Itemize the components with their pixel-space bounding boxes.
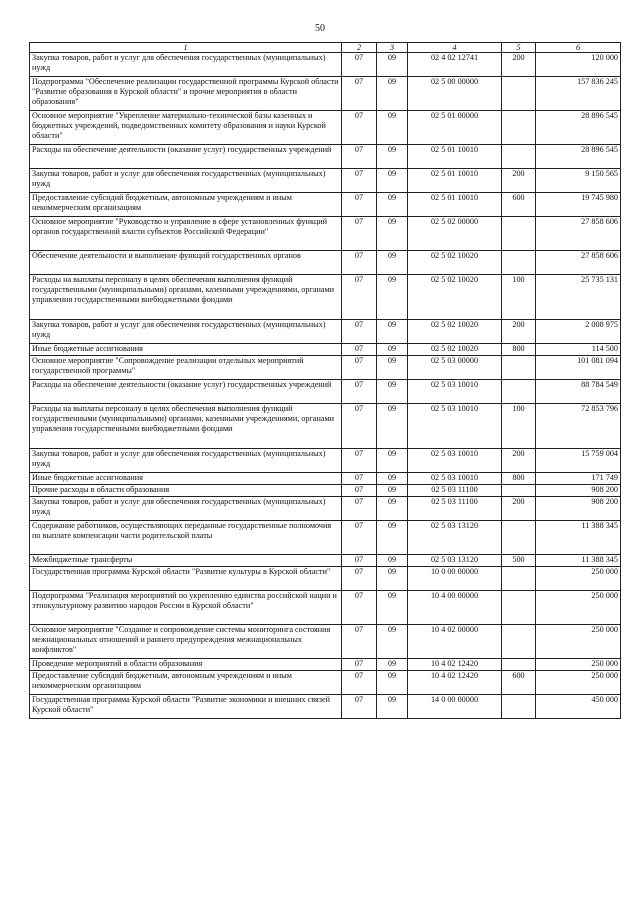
- page-number: 50: [315, 23, 325, 34]
- header-col-5: 5: [502, 43, 536, 53]
- budget-table: [29, 42, 621, 719]
- table-body: [30, 53, 621, 719]
- table-row: [30, 485, 621, 497]
- cell-amount: 88 784 549: [536, 380, 621, 404]
- cell-target-article: 10 4 02 12420: [408, 671, 502, 695]
- table-row: [30, 625, 621, 659]
- cell-name: Государственная программа Курской области "Развитие экономики и внешних связей Курской области": [30, 695, 342, 719]
- cell-target-article: 02 4 02 12741: [408, 53, 502, 77]
- table-row: [30, 695, 621, 719]
- cell-section: 07: [342, 591, 377, 625]
- cell-expense-type: [502, 625, 536, 659]
- cell-amount: 908 200: [536, 485, 621, 497]
- cell-expense-type: [502, 251, 536, 275]
- cell-expense-type: [502, 567, 536, 591]
- cell-amount: 28 896 545: [536, 145, 621, 169]
- cell-section: 07: [342, 659, 377, 671]
- cell-section: 07: [342, 380, 377, 404]
- cell-name: Основное мероприятие "Сопровождение реализации отдельных мероприятий государственной программы": [30, 356, 342, 380]
- cell-subsection: 09: [377, 695, 408, 719]
- cell-amount: 450 000: [536, 695, 621, 719]
- cell-target-article: 02 5 03 10010: [408, 404, 502, 449]
- cell-subsection: 09: [377, 380, 408, 404]
- cell-subsection: 09: [377, 53, 408, 77]
- cell-expense-type: [502, 217, 536, 251]
- cell-target-article: 02 5 03 11100: [408, 485, 502, 497]
- cell-section: 07: [342, 169, 377, 193]
- cell-section: 07: [342, 521, 377, 555]
- cell-name: Расходы на обеспечение деятельности (оказание услуг) государственных учреждений: [30, 380, 342, 404]
- cell-name: Основное мероприятие "Руководство и управление в сфере установленных функций органов государственной власти субъектов Российской Федерации": [30, 217, 342, 251]
- cell-name: Проведение мероприятий в области образования: [30, 659, 342, 671]
- cell-expense-type: [502, 485, 536, 497]
- table-row: [30, 473, 621, 485]
- cell-target-article: 02 5 01 10010: [408, 145, 502, 169]
- cell-target-article: 02 5 00 00000: [408, 77, 502, 111]
- table-row: [30, 521, 621, 555]
- cell-expense-type: [502, 111, 536, 145]
- cell-section: 07: [342, 404, 377, 449]
- cell-section: 07: [342, 275, 377, 320]
- table-row: [30, 53, 621, 77]
- header-col-1: 1: [30, 43, 342, 53]
- cell-amount: 250 000: [536, 625, 621, 659]
- cell-section: 07: [342, 555, 377, 567]
- cell-name: Прочие расходы в области образования: [30, 485, 342, 497]
- cell-subsection: 09: [377, 193, 408, 217]
- cell-name: Основное мероприятие "Укрепление материально-технической базы казенных и бюджетных учреждений, подведомственных комитету образования и науки Курской области": [30, 111, 342, 145]
- cell-name: Подпрограмма "Реализация мероприятий по укреплению единства российской нации и этнокультурному развитию народов России в Курской области": [30, 591, 342, 625]
- cell-subsection: 09: [377, 497, 408, 521]
- cell-name: Расходы на выплаты персоналу в целях обеспечения выполнения функций государственными (муниципальными) органами, казенными учреждениями, органами управления государственными внебюджетными фондами: [30, 404, 342, 449]
- cell-section: 07: [342, 695, 377, 719]
- cell-subsection: 09: [377, 555, 408, 567]
- table-row: [30, 567, 621, 591]
- cell-name: Закупка товаров, работ и услуг для обеспечения государственных (муниципальных) нужд: [30, 449, 342, 473]
- cell-section: 07: [342, 344, 377, 356]
- cell-amount: 250 000: [536, 567, 621, 591]
- cell-expense-type: [502, 145, 536, 169]
- cell-target-article: 02 5 02 10020: [408, 344, 502, 356]
- table-row: [30, 77, 621, 111]
- header-col-3: 3: [377, 43, 408, 53]
- table-row: [30, 111, 621, 145]
- header-col-2: 2: [342, 43, 377, 53]
- cell-target-article: 02 5 03 10010: [408, 473, 502, 485]
- cell-name: Закупка товаров, работ и услуг для обеспечения государственных (муниципальных) нужд: [30, 53, 342, 77]
- cell-name: Закупка товаров, работ и услуг для обеспечения государственных (муниципальных) нужд: [30, 497, 342, 521]
- table-row: [30, 193, 621, 217]
- cell-amount: 27 858 606: [536, 251, 621, 275]
- cell-subsection: 09: [377, 404, 408, 449]
- cell-expense-type: 200: [502, 169, 536, 193]
- cell-expense-type: 200: [502, 320, 536, 344]
- cell-name: Иные бюджетные ассигнования: [30, 473, 342, 485]
- cell-amount: 25 735 131: [536, 275, 621, 320]
- cell-section: 07: [342, 567, 377, 591]
- cell-section: 07: [342, 53, 377, 77]
- cell-target-article: 02 5 03 13120: [408, 555, 502, 567]
- cell-section: 07: [342, 111, 377, 145]
- cell-target-article: 14 0 00 00000: [408, 695, 502, 719]
- cell-subsection: 09: [377, 473, 408, 485]
- table-row: [30, 251, 621, 275]
- table-row: [30, 671, 621, 695]
- cell-section: 07: [342, 671, 377, 695]
- cell-expense-type: [502, 695, 536, 719]
- cell-expense-type: 200: [502, 53, 536, 77]
- cell-section: 07: [342, 77, 377, 111]
- cell-section: 07: [342, 320, 377, 344]
- cell-name: Межбюджетные трансферты: [30, 555, 342, 567]
- cell-amount: 120 000: [536, 53, 621, 77]
- table-row: [30, 449, 621, 473]
- cell-expense-type: 600: [502, 193, 536, 217]
- table-row: [30, 320, 621, 344]
- cell-subsection: 09: [377, 77, 408, 111]
- cell-subsection: 09: [377, 111, 408, 145]
- cell-subsection: 09: [377, 671, 408, 695]
- cell-subsection: 09: [377, 449, 408, 473]
- cell-amount: 2 008 975: [536, 320, 621, 344]
- cell-amount: 250 000: [536, 671, 621, 695]
- cell-amount: 250 000: [536, 591, 621, 625]
- cell-subsection: 09: [377, 625, 408, 659]
- cell-amount: 27 858 606: [536, 217, 621, 251]
- cell-expense-type: [502, 521, 536, 555]
- cell-section: 07: [342, 497, 377, 521]
- cell-name: Расходы на выплаты персоналу в целях обеспечения выполнения функций государственными (муниципальными) органами, казенными учреждениями, органами управления государственными внебюджетными фондами: [30, 275, 342, 320]
- cell-section: 07: [342, 217, 377, 251]
- cell-target-article: 02 5 03 13120: [408, 521, 502, 555]
- cell-target-article: 02 5 03 10010: [408, 449, 502, 473]
- cell-target-article: 02 5 02 10020: [408, 320, 502, 344]
- cell-subsection: 09: [377, 591, 408, 625]
- cell-target-article: 10 4 02 00000: [408, 625, 502, 659]
- cell-subsection: 09: [377, 169, 408, 193]
- cell-subsection: 09: [377, 145, 408, 169]
- cell-amount: 72 853 796: [536, 404, 621, 449]
- cell-section: 07: [342, 473, 377, 485]
- cell-amount: 171 749: [536, 473, 621, 485]
- cell-expense-type: [502, 356, 536, 380]
- cell-target-article: 02 5 02 10020: [408, 275, 502, 320]
- cell-target-article: 10 4 00 00000: [408, 591, 502, 625]
- cell-section: 07: [342, 193, 377, 217]
- cell-amount: 250 000: [536, 659, 621, 671]
- cell-section: 07: [342, 449, 377, 473]
- table-row: [30, 217, 621, 251]
- cell-name: Государственная программа Курской области "Развитие культуры в Курской области": [30, 567, 342, 591]
- cell-target-article: 02 5 02 10020: [408, 251, 502, 275]
- cell-amount: 15 759 004: [536, 449, 621, 473]
- cell-name: Предоставление субсидий бюджетным, автономным учреждениям и иным некоммерческим организациям: [30, 193, 342, 217]
- cell-amount: 19 745 980: [536, 193, 621, 217]
- cell-expense-type: 500: [502, 555, 536, 567]
- cell-expense-type: [502, 591, 536, 625]
- cell-name: Основное мероприятие "Создание и сопровождение системы мониторинга состояния межнациональных отношений и раннего предупреждения межнациональных конфликтов": [30, 625, 342, 659]
- cell-name: Закупка товаров, работ и услуг для обеспечения государственных (муниципальных) нужд: [30, 169, 342, 193]
- cell-section: 07: [342, 356, 377, 380]
- table-row: [30, 497, 621, 521]
- table-row: [30, 555, 621, 567]
- cell-expense-type: [502, 659, 536, 671]
- table-header-row: [30, 43, 621, 53]
- header-col-6: 6: [536, 43, 621, 53]
- cell-name: Обеспечение деятельности и выполнение функций государственных органов: [30, 251, 342, 275]
- cell-expense-type: 100: [502, 404, 536, 449]
- cell-section: 07: [342, 145, 377, 169]
- cell-subsection: 09: [377, 521, 408, 555]
- table-row: [30, 356, 621, 380]
- cell-section: 07: [342, 485, 377, 497]
- cell-expense-type: 800: [502, 344, 536, 356]
- header-col-4: 4: [408, 43, 502, 53]
- cell-section: 07: [342, 251, 377, 275]
- table-row: [30, 404, 621, 449]
- table-row: [30, 659, 621, 671]
- cell-subsection: 09: [377, 320, 408, 344]
- cell-target-article: 02 5 01 10010: [408, 169, 502, 193]
- cell-amount: 908 200: [536, 497, 621, 521]
- cell-expense-type: [502, 380, 536, 404]
- table-row: [30, 380, 621, 404]
- cell-subsection: 09: [377, 356, 408, 380]
- cell-amount: 114 500: [536, 344, 621, 356]
- cell-name: Иные бюджетные ассигнования: [30, 344, 342, 356]
- cell-name: Закупка товаров, работ и услуг для обеспечения государственных (муниципальных) нужд: [30, 320, 342, 344]
- table-row: [30, 145, 621, 169]
- cell-target-article: 02 5 03 11100: [408, 497, 502, 521]
- table-row: [30, 275, 621, 320]
- cell-expense-type: 800: [502, 473, 536, 485]
- cell-target-article: 02 5 01 10010: [408, 193, 502, 217]
- cell-target-article: 02 5 01 00000: [408, 111, 502, 145]
- cell-expense-type: 100: [502, 275, 536, 320]
- cell-amount: 11 388 345: [536, 521, 621, 555]
- cell-expense-type: 200: [502, 449, 536, 473]
- cell-amount: 28 896 545: [536, 111, 621, 145]
- cell-name: Содержание работников, осуществляющих переданные государственные полномочия по выплате компенсации части родительской платы: [30, 521, 342, 555]
- cell-name: Предоставление субсидий бюджетным, автономным учреждениям и иным некоммерческим организациям: [30, 671, 342, 695]
- cell-subsection: 09: [377, 485, 408, 497]
- cell-section: 07: [342, 625, 377, 659]
- cell-name: Подпрограмма "Обеспечение реализации государственной программы Курской области "Развитие образования в Курской области" и прочие мероприятия в области образования": [30, 77, 342, 111]
- cell-subsection: 09: [377, 217, 408, 251]
- cell-subsection: 09: [377, 659, 408, 671]
- table-row: [30, 344, 621, 356]
- cell-subsection: 09: [377, 251, 408, 275]
- cell-amount: 9 150 565: [536, 169, 621, 193]
- cell-expense-type: 200: [502, 497, 536, 521]
- table-row: [30, 591, 621, 625]
- cell-amount: 101 081 094: [536, 356, 621, 380]
- cell-target-article: 10 4 02 12420: [408, 659, 502, 671]
- cell-name: Расходы на обеспечение деятельности (оказание услуг) государственных учреждений: [30, 145, 342, 169]
- table-row: [30, 169, 621, 193]
- cell-expense-type: 600: [502, 671, 536, 695]
- cell-subsection: 09: [377, 567, 408, 591]
- cell-target-article: 02 5 03 00000: [408, 356, 502, 380]
- cell-target-article: 02 5 03 10010: [408, 380, 502, 404]
- cell-amount: 11 388 345: [536, 555, 621, 567]
- cell-expense-type: [502, 77, 536, 111]
- cell-amount: 157 836 245: [536, 77, 621, 111]
- cell-target-article: 02 5 02 00000: [408, 217, 502, 251]
- cell-subsection: 09: [377, 275, 408, 320]
- cell-subsection: 09: [377, 344, 408, 356]
- cell-target-article: 10 0 00 00000: [408, 567, 502, 591]
